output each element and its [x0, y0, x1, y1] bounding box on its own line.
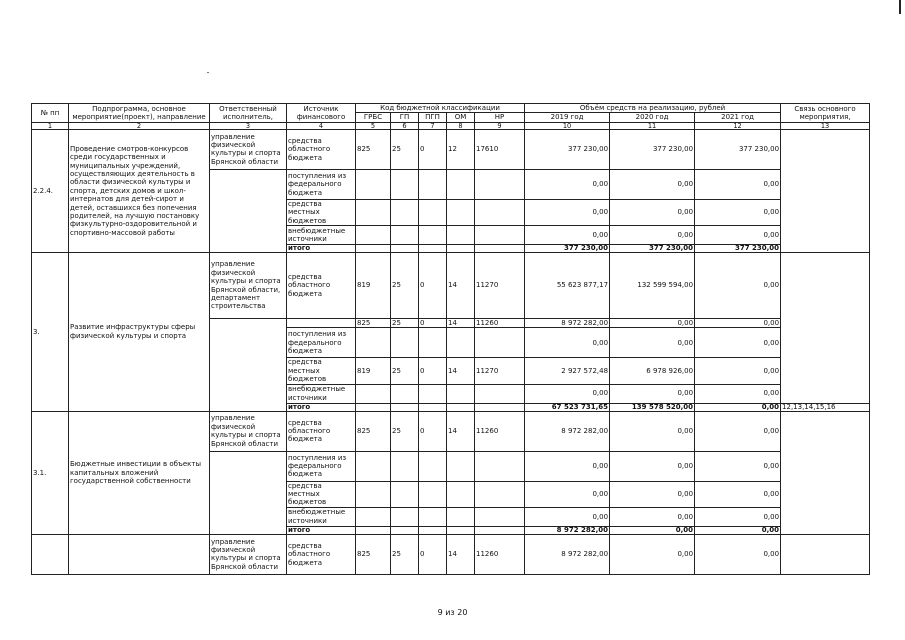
col-source-header: Источник финансового — [287, 104, 356, 123]
empty-cell — [475, 384, 525, 403]
om-code: 14 — [447, 358, 475, 384]
empty-cell — [391, 451, 419, 481]
source-name: внебюджетные источники — [287, 384, 356, 403]
nr-code: 11270 — [475, 358, 525, 384]
source-name: средства местных бюджетов — [287, 358, 356, 384]
total-2019: 377 230,00 — [525, 245, 610, 253]
empty-cell — [356, 328, 391, 358]
empty-cell — [447, 403, 475, 411]
grbs-code: 825 — [356, 534, 391, 574]
total-2021: 0,00 — [695, 526, 781, 534]
sub-grbs-header: ГРБС — [356, 113, 391, 122]
amount-2020: 0,00 — [610, 328, 695, 358]
total-2020: 139 578 520,00 — [610, 403, 695, 411]
amount-2019: 0,00 — [525, 226, 610, 245]
empty-cell — [356, 451, 391, 481]
amount-2020: 0,00 — [610, 481, 695, 507]
executor-name: управление физической культуры и спорта Брянской области — [210, 534, 287, 574]
executor-name: управление физической культуры и спорта Брянской области — [210, 411, 287, 451]
amount-2021: 0,00 — [695, 507, 781, 526]
empty-cell — [391, 403, 419, 411]
empty-cell — [419, 451, 447, 481]
gp-code: 25 — [391, 411, 419, 451]
sub-2021-header: 2021 год — [695, 113, 781, 122]
sub-2019-header: 2019 год — [525, 113, 610, 122]
amount-2019: 0,00 — [525, 169, 610, 199]
pgp-code: 0 — [419, 411, 447, 451]
scan-edge-mark — [899, 0, 901, 14]
amount-2021: 0,00 — [695, 384, 781, 403]
empty-cell — [356, 507, 391, 526]
gp-code: 25 — [391, 253, 419, 319]
pgp-code: 0 — [419, 129, 447, 169]
source-name: внебюджетные источники — [287, 226, 356, 245]
empty-cell — [447, 481, 475, 507]
empty-cell — [475, 328, 525, 358]
nr-code: 11270 — [475, 253, 525, 319]
empty-cell — [447, 226, 475, 245]
empty-cell — [356, 169, 391, 199]
nr-code: 11260 — [475, 534, 525, 574]
empty-cell — [356, 384, 391, 403]
sub-om-header: ОМ — [447, 113, 475, 122]
table-row — [32, 253, 870, 319]
om-code: 14 — [447, 253, 475, 319]
empty-cell — [447, 507, 475, 526]
empty-cell — [475, 403, 525, 411]
empty-cell — [391, 384, 419, 403]
executor-empty — [210, 319, 287, 412]
executor-name: управление физической культуры и спорта Брянской области — [210, 129, 287, 169]
amount-2020: 0,00 — [610, 411, 695, 451]
empty-cell — [447, 245, 475, 253]
empty-cell — [391, 481, 419, 507]
empty-cell — [447, 328, 475, 358]
empty-cell — [475, 526, 525, 534]
source-name: итого — [287, 403, 356, 411]
gp-code: 25 — [391, 319, 419, 328]
col-number: 11 — [610, 122, 695, 129]
col-program-header: Подпрограмма, основное мероприятие(проект), направление — [69, 104, 210, 123]
program-name: Бюджетные инвестиции в объекты капитальных вложений государственной собственности — [69, 411, 210, 534]
amount-2020: 0,00 — [610, 384, 695, 403]
empty-cell — [419, 481, 447, 507]
empty-cell — [447, 451, 475, 481]
empty-cell — [391, 507, 419, 526]
column-number-row — [32, 122, 870, 129]
empty-cell — [475, 199, 525, 225]
empty-cell — [475, 481, 525, 507]
source-name: средства областного бюджета — [287, 411, 356, 451]
sub-pgp-header: ПГП — [419, 113, 447, 122]
empty-cell — [419, 328, 447, 358]
empty-cell — [475, 507, 525, 526]
nr-code: 11260 — [475, 319, 525, 328]
program-name: Проведение смотров-конкурсов среди государственных и муниципальных учреждений, осуществляющих деятельность в области физической культуры и спорта, детских домов и школ-интернатов для детей-сирот и детей, оставшихся без попечения родителей, на лучшую постановку физкультурно-оздоровительной и спортивно-массовой работы — [69, 129, 210, 252]
amount-2021: 0,00 — [695, 226, 781, 245]
sub-gp-header: ГП — [391, 113, 419, 122]
col-number: 1 — [32, 122, 69, 129]
link-value: 12,13,14,15,16 — [781, 403, 870, 411]
total-2021: 0,00 — [695, 403, 781, 411]
gp-code: 25 — [391, 358, 419, 384]
col-number: 2 — [69, 122, 210, 129]
link-cell — [781, 129, 870, 252]
row-number: 3.1. — [32, 411, 69, 534]
nr-code: 11260 — [475, 411, 525, 451]
table-row — [32, 534, 870, 574]
amount-2020: 6 978 926,00 — [610, 358, 695, 384]
amount-2021: 0,00 — [695, 534, 781, 574]
source-name: средства местных бюджетов — [287, 481, 356, 507]
col-number: 3 — [210, 122, 287, 129]
empty-cell — [475, 169, 525, 199]
link-cell — [781, 253, 870, 404]
empty-cell — [447, 199, 475, 225]
grbs-code: 819 — [356, 358, 391, 384]
empty-cell — [419, 169, 447, 199]
amount-2020: 0,00 — [610, 319, 695, 328]
row-number — [32, 534, 69, 574]
col-number: 5 — [356, 122, 391, 129]
amount-2020: 132 599 594,00 — [610, 253, 695, 319]
om-code: 14 — [447, 534, 475, 574]
col-link-header: Связь основного мероприятия, — [781, 104, 870, 123]
amount-2021: 0,00 — [695, 358, 781, 384]
col-number: 10 — [525, 122, 610, 129]
pgp-code: 0 — [419, 319, 447, 328]
empty-cell — [447, 384, 475, 403]
amount-2020: 0,00 — [610, 451, 695, 481]
col-number: 12 — [695, 122, 781, 129]
col-number: 8 — [447, 122, 475, 129]
nr-code: 17610 — [475, 129, 525, 169]
empty-cell — [475, 451, 525, 481]
empty-cell — [391, 199, 419, 225]
amount-2020: 0,00 — [610, 226, 695, 245]
pgp-code: 0 — [419, 358, 447, 384]
empty-cell — [447, 169, 475, 199]
amount-2020: 0,00 — [610, 199, 695, 225]
col-volume-group-header: Объём средств на реализацию, рублей — [525, 104, 781, 113]
total-2020: 0,00 — [610, 526, 695, 534]
om-code: 14 — [447, 411, 475, 451]
amount-2021: 377 230,00 — [695, 129, 781, 169]
amount-2019: 0,00 — [525, 507, 610, 526]
program-name — [69, 534, 210, 574]
amount-2021: 0,00 — [695, 451, 781, 481]
source-name: поступления из федерального бюджета — [287, 328, 356, 358]
amount-2021: 0,00 — [695, 169, 781, 199]
amount-2019: 377 230,00 — [525, 129, 610, 169]
empty-cell — [475, 245, 525, 253]
empty-cell — [447, 526, 475, 534]
empty-cell — [356, 199, 391, 225]
amount-2019: 55 623 877,17 — [525, 253, 610, 319]
gp-code: 25 — [391, 129, 419, 169]
amount-2021: 0,00 — [695, 253, 781, 319]
empty-cell — [419, 226, 447, 245]
empty-cell — [475, 226, 525, 245]
col-num-header: № пп — [32, 104, 69, 123]
sub-2020-header: 2020 год — [610, 113, 695, 122]
empty-cell — [391, 328, 419, 358]
budget-table — [31, 103, 870, 575]
amount-2020: 0,00 — [610, 169, 695, 199]
source-name: итого — [287, 245, 356, 253]
amount-2019: 0,00 — [525, 451, 610, 481]
empty-cell — [356, 403, 391, 411]
gp-code: 25 — [391, 534, 419, 574]
om-code: 12 — [447, 129, 475, 169]
amount-2019: 0,00 — [525, 199, 610, 225]
empty-cell — [391, 169, 419, 199]
amount-2019: 0,00 — [525, 328, 610, 358]
source-name: поступления из федерального бюджета — [287, 169, 356, 199]
empty-cell — [356, 226, 391, 245]
om-code: 14 — [447, 319, 475, 328]
empty-cell — [419, 384, 447, 403]
col-number: 4 — [287, 122, 356, 129]
table-row — [32, 411, 870, 451]
col-code-group-header: Код бюджетной классификации — [356, 104, 525, 113]
col-number: 7 — [419, 122, 447, 129]
col-number: 13 — [781, 122, 870, 129]
amount-2021: 0,00 — [695, 199, 781, 225]
empty-cell — [287, 319, 356, 328]
amount-2020: 0,00 — [610, 507, 695, 526]
table-row — [32, 129, 870, 169]
empty-cell — [356, 526, 391, 534]
source-name: средства областного бюджета — [287, 129, 356, 169]
program-name: Развитие инфраструктуры сферы физической культуры и спорта — [69, 253, 210, 412]
executor-name: управление физической культуры и спорта Брянской области, департамент строительства — [210, 253, 287, 319]
grbs-code: 825 — [356, 129, 391, 169]
pgp-code: 0 — [419, 534, 447, 574]
grbs-code: 825 — [356, 411, 391, 451]
total-2020: 377 230,00 — [610, 245, 695, 253]
source-name: внебюджетные источники — [287, 507, 356, 526]
grbs-code: 819 — [356, 253, 391, 319]
link-cell — [781, 534, 870, 574]
amount-2019: 2 927 572,48 — [525, 358, 610, 384]
empty-cell — [356, 245, 391, 253]
empty-cell — [419, 507, 447, 526]
row-number: 2.2.4. — [32, 129, 69, 252]
source-name: средства областного бюджета — [287, 534, 356, 574]
sub-nr-header: НР — [475, 113, 525, 122]
amount-2021: 0,00 — [695, 328, 781, 358]
amount-2019: 0,00 — [525, 384, 610, 403]
empty-cell — [419, 526, 447, 534]
col-number: 6 — [391, 122, 419, 129]
empty-cell — [356, 481, 391, 507]
amount-2019: 8 972 282,00 — [525, 319, 610, 328]
executor-empty — [210, 169, 287, 252]
empty-cell — [419, 245, 447, 253]
row-number: 3. — [32, 253, 69, 412]
col-number: 9 — [475, 122, 525, 129]
executor-empty — [210, 451, 287, 534]
amount-2020: 377 230,00 — [610, 129, 695, 169]
link-cell — [781, 411, 870, 534]
source-name: средства областного бюджета — [287, 253, 356, 319]
source-name: поступления из федерального бюджета — [287, 451, 356, 481]
empty-cell — [391, 245, 419, 253]
amount-2020: 0,00 — [610, 534, 695, 574]
empty-cell — [419, 403, 447, 411]
amount-2021: 0,00 — [695, 481, 781, 507]
total-2019: 67 523 731,65 — [525, 403, 610, 411]
empty-cell — [391, 226, 419, 245]
grbs-code: 825 — [356, 319, 391, 328]
source-name: итого — [287, 526, 356, 534]
empty-cell — [419, 199, 447, 225]
total-2019: 8 972 282,00 — [525, 526, 610, 534]
amount-2021: 0,00 — [695, 411, 781, 451]
amount-2021: 0,00 — [695, 319, 781, 328]
amount-2019: 8 972 282,00 — [525, 534, 610, 574]
pgp-code: 0 — [419, 253, 447, 319]
scan-speck — [207, 72, 209, 73]
amount-2019: 0,00 — [525, 481, 610, 507]
amount-2019: 8 972 282,00 — [525, 411, 610, 451]
empty-cell — [391, 526, 419, 534]
header-row-1 — [32, 104, 870, 113]
source-name: средства местных бюджетов — [287, 199, 356, 225]
page-number: 9 из 20 — [437, 608, 468, 617]
col-executor-header: Ответственный исполнитель, — [210, 104, 287, 123]
total-2021: 377 230,00 — [695, 245, 781, 253]
